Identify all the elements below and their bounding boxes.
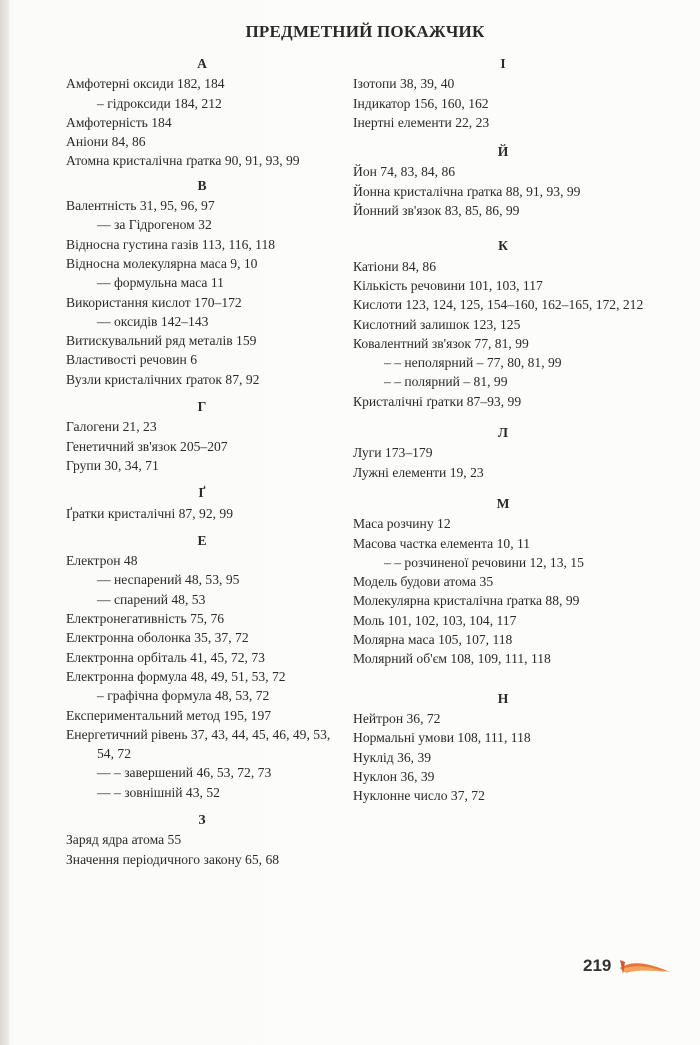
index-entry: Молярна маса 105, 107, 118 <box>353 632 513 648</box>
index-entry: Маса розчину 12 <box>353 516 451 532</box>
index-entry: Нуклід 36, 39 <box>353 749 432 765</box>
index-entry: – графічна формула 48, 53, 72 <box>97 688 270 704</box>
index-entry: — спарений 48, 53 <box>97 591 206 607</box>
index-entry: Валентність 31, 95, 96, 97 <box>66 198 215 214</box>
index-entry: — формульна маса 11 <box>97 275 224 291</box>
index-entry: Нуклон 36, 39 <box>353 768 435 784</box>
index-entry: Ковалентний зв'язок 77, 81, 99 <box>353 335 529 351</box>
index-column-right <box>353 50 653 805</box>
index-entry: Кристалічні ґратки 87–93, 99 <box>353 393 522 409</box>
index-entry: — за Гідрогеном 32 <box>97 217 212 233</box>
index-entry: Інертні елементи 22, 23 <box>353 114 490 130</box>
index-entry: Амфотерність 184 <box>66 114 172 130</box>
index-entry: — – завершений 46, 53, 72, 73 <box>97 765 272 781</box>
index-entry: Використання кислот 170–172 <box>66 294 242 310</box>
index-entry: Амфотерні оксиди 182, 184 <box>66 76 225 92</box>
index-entry: Модель будови атома 35 <box>353 574 494 590</box>
index-letter-heading: Й <box>497 144 509 160</box>
index-letter-heading: Н <box>497 690 509 706</box>
flame-ornament-icon <box>620 956 670 976</box>
index-entry: Електрон 48 <box>66 553 138 569</box>
index-entry: Йон 74, 83, 84, 86 <box>353 164 456 180</box>
index-entry: Молекулярна кристалічна ґратка 88, 99 <box>353 593 580 609</box>
index-letter-heading: М <box>496 495 510 511</box>
index-letter-heading: І <box>500 56 506 71</box>
index-entry: Лужні елементи 19, 23 <box>353 464 484 480</box>
index-entry: Заряд ядра атома 55 <box>66 832 182 848</box>
index-entry: Експериментальний метод 195, 197 <box>66 707 272 723</box>
index-entry: Електронегативність 75, 76 <box>66 611 225 627</box>
index-entry: Катіони 84, 86 <box>353 258 437 274</box>
index-letter-heading: В <box>197 177 207 193</box>
index-entry: Значення періодичного закону 65, 68 <box>66 851 280 867</box>
index-letter-heading: Ґ <box>198 485 206 501</box>
index-entry: – гідроксиди 184, 212 <box>97 95 222 111</box>
index-letter-heading: З <box>198 811 206 827</box>
index-entry: — неспарений 48, 53, 95 <box>97 572 240 588</box>
page-number: 219 <box>583 956 612 975</box>
index-entry: Електронна формула 48, 49, 51, 53, 72 <box>66 668 286 684</box>
index-entry: Ізотопи 38, 39, 40 <box>353 76 455 92</box>
index-entry: Індикатор 156, 160, 162 <box>353 95 489 111</box>
index-entry: Електронна орбіталь 41, 45, 72, 73 <box>66 649 265 665</box>
index-entry: Властивості речовин 6 <box>66 352 198 368</box>
index-entry: Нейтрон 36, 72 <box>353 710 441 726</box>
index-entry: Групи 30, 34, 71 <box>66 457 159 473</box>
index-entry: – – полярний – 81, 99 <box>384 374 508 390</box>
index-letter-heading: Г <box>197 399 207 415</box>
index-entry: Кількість речовини 101, 103, 117 <box>353 277 543 293</box>
index-entry: Ґратки кристалічні 87, 92, 99 <box>66 505 234 521</box>
index-entry: Аніони 84, 86 <box>66 134 146 150</box>
index-entry: Кислоти 123, 124, 125, 154–160, 162–165, 172, 212 <box>353 297 644 313</box>
index-entry: – – неполярний – 77, 80, 81, 99 <box>384 355 562 371</box>
index-entry: Йонний зв'язок 83, 85, 86, 99 <box>353 203 520 219</box>
index-entry: Атомна кристалічна ґратка 90, 91, 93, 99 <box>66 153 300 169</box>
index-entry: Генетичний зв'язок 205–207 <box>66 438 228 454</box>
index-entry: Енергетичний рівень 37, 43, 44, 45, 46, 49, 53, 54, 72 <box>66 726 331 762</box>
page-gutter <box>0 0 9 1045</box>
index-entry: Вузли кристалічних ґраток 87, 92 <box>66 371 260 387</box>
index-entry: Кислотний залишок 123, 125 <box>353 316 521 332</box>
index-entry: Галогени 21, 23 <box>66 419 157 435</box>
index-entry: – – розчиненої речовини 12, 13, 15 <box>384 554 584 570</box>
index-entry: Луги 173–179 <box>353 445 433 461</box>
index-entry: Масова частка елемента 10, 11 <box>353 535 531 551</box>
index-entry: Електронна оболонка 35, 37, 72 <box>66 630 249 646</box>
index-letter-heading: А <box>197 56 207 71</box>
index-entry: Нуклонне число 37, 72 <box>353 788 485 804</box>
index-entry: Йонна кристалічна ґратка 88, 91, 93, 99 <box>353 183 581 199</box>
index-entry: Моль 101, 102, 103, 104, 117 <box>353 612 517 628</box>
page-title: ПРЕДМЕТНИЙ ПОКАЖЧИК <box>245 22 485 41</box>
index-entry: Відносна молекулярна маса 9, 10 <box>66 255 258 271</box>
index-entry: — оксидів 142–143 <box>97 313 209 329</box>
index-letter-heading: Л <box>497 425 509 441</box>
index-letter-heading: Е <box>197 532 207 548</box>
index-entry: Молярний об'єм 108, 109, 111, 118 <box>353 651 551 667</box>
index-entry: Нормальні умови 108, 111, 118 <box>353 730 531 746</box>
index-column-left <box>66 50 338 869</box>
index-entry: Витискувальний ряд металів 159 <box>66 333 257 349</box>
index-letter-heading: К <box>498 238 508 254</box>
index-entry: Відносна густина газів 113, 116, 118 <box>66 236 276 252</box>
index-entry: — – зовнішній 43, 52 <box>97 784 220 800</box>
